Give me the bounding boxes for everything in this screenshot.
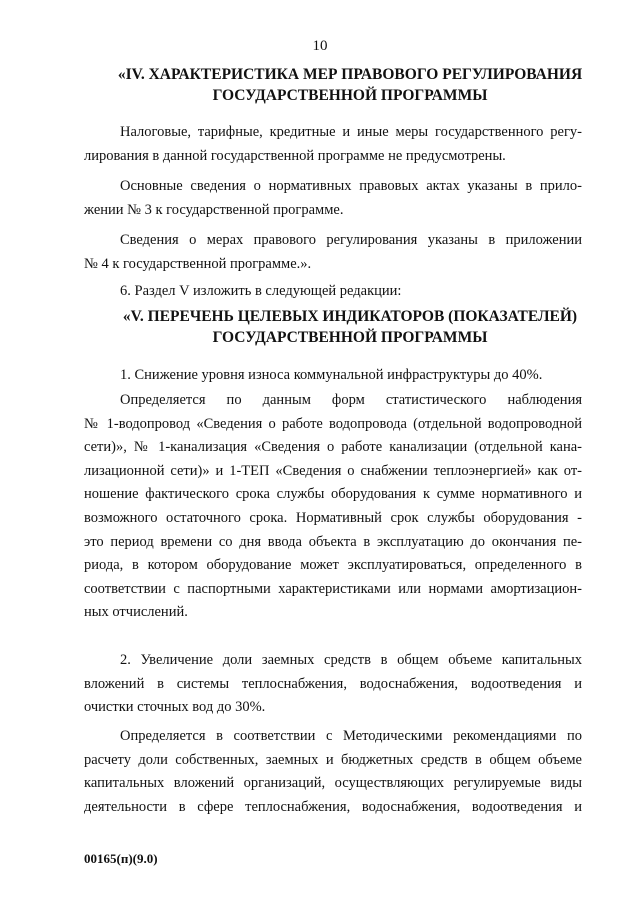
text-line: Определяется в соответствии с Методическими рекомендациями по [120, 728, 582, 744]
text-line: № 1-водопровод «Сведения о работе водопровода (отдельной водопроводной [84, 415, 582, 432]
text-line: жении № 3 к государственной программе. [84, 201, 344, 218]
text-line: капитальных вложений организаций, осуществляющих регулируемые виды [84, 775, 582, 792]
text-line: вложений в системы теплоснабжения, водоснабжения, водоотведения и [84, 675, 582, 692]
text-line: сети)», № 1-канализация «Сведения о работе канализации (отдельной кана- [84, 439, 582, 456]
text-line: ношение фактического срока службы оборудования к сумме нормативного и [84, 486, 582, 503]
text-line: № 4 к государственной программе.». [84, 255, 312, 272]
section-4-title-line: «IV. ХАРАКТЕРИСТИКА МЕР ПРАВОВОГО РЕГУЛИРОВАНИЯ [117, 66, 583, 83]
indicator-1-description [84, 389, 582, 625]
text-line: это период времени со дня ввода объекта в эксплуатацию до окончания пе- [84, 533, 582, 550]
text-line: ных отчислений. [84, 604, 188, 621]
text-line: риода, в котором оборудование может эксплуатироваться, определенного в [84, 557, 582, 574]
paragraph-tax-measures [84, 121, 582, 168]
text-line: возможного остаточного срока. Нормативный срок службы оборудования - [84, 509, 582, 526]
text-line: деятельности в сфере теплоснабжения, водоснабжения, водоотведения и [84, 798, 582, 815]
text-line: 6. Раздел V изложить в следующей редакции: [120, 283, 402, 299]
text-line: Основные сведения о нормативных правовых актах указаны в прило- [120, 178, 582, 194]
text-line: лирования в данной государственной программе не предусмотрены. [84, 147, 506, 164]
text-line: расчету доли собственных, заемных и бюджетных средств в общем объеме [84, 751, 582, 768]
document-code: 00165(п)(9.0) [84, 851, 158, 866]
section-5-title-line: «V. ПЕРЕЧЕНЬ ЦЕЛЕВЫХ ИНДИКАТОРОВ (ПОКАЗАТЕЛЕЙ) [122, 308, 578, 325]
text-line: соответствии с паспортными характеристиками или нормами амортизацион- [84, 580, 582, 597]
text-line: 2. Увеличение доли заемных средств в общем объеме капитальных [120, 652, 582, 668]
paragraph-regulation-measures [84, 229, 582, 276]
paragraph-legal-acts [84, 175, 582, 222]
indicator-1-title [84, 364, 582, 388]
section-5-title-line: ГОСУДАРСТВЕННОЙ ПРОГРАММЫ [212, 329, 488, 346]
text-line: 1. Снижение уровня износа коммунальной инфраструктуры до 40%. [120, 367, 543, 383]
paragraph-instruction [84, 280, 582, 304]
text-line: Сведения о мерах правового регулирования указаны в приложении [120, 232, 582, 248]
text-line: лизационной сети)» и 1-ТЕП «Сведения о снабжении теплоэнергией» как от- [84, 462, 582, 479]
text-line: Определяется по данным форм статистического наблюдения [120, 392, 582, 408]
page-number: 10 [312, 38, 328, 54]
section-4-title [100, 64, 600, 106]
indicator-2-title [84, 649, 582, 720]
section-5-title [100, 306, 600, 348]
text-line: Налоговые, тарифные, кредитные и иные меры государственного регу- [120, 124, 582, 140]
text-line: очистки сточных вод до 30%. [84, 699, 266, 716]
section-4-title-line: ГОСУДАРСТВЕННОЙ ПРОГРАММЫ [212, 87, 488, 104]
indicator-2-description [84, 725, 582, 819]
